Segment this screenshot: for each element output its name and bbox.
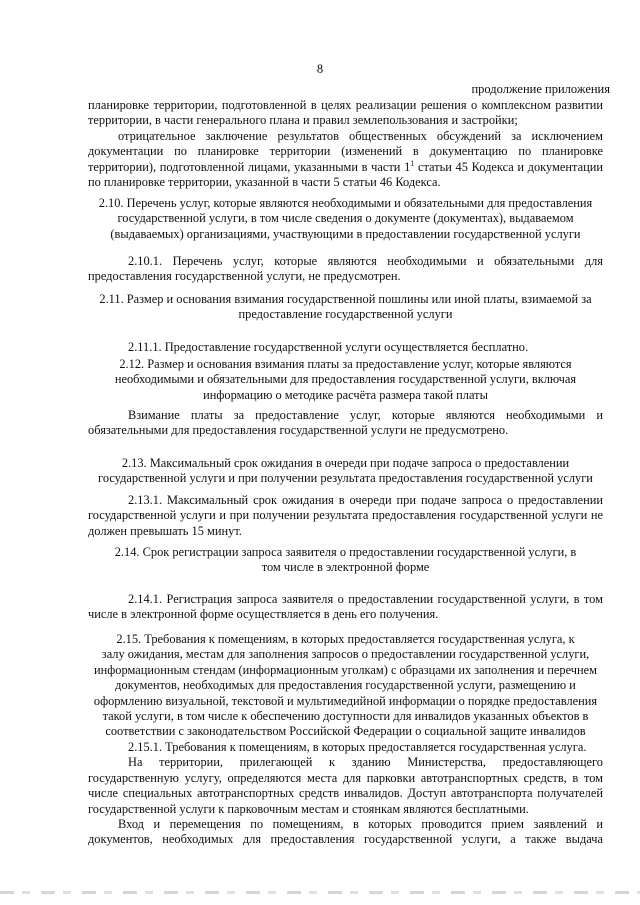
scan-artifact [0,891,640,894]
heading-line: 2.12. Размер и основания взимания платы за предоставление услуг, которые являются [119,357,572,371]
heading-line: (выдаваемых) организациями, участвующими в предоставлении государственной услуги [110,226,581,241]
section-2-15-heading [88,632,603,740]
text-line: территории, в части генерального плана и правил землепользования и застройки; [88,113,518,128]
section-2-14-1 [88,592,603,623]
text-line: Взимание платы за предоставление услуг, которые являются необходимыми и [128,408,603,422]
heading-line: соответствии с законодательством Российской Федерации о социальной защите инвалидов [105,724,586,739]
text-fragment: территории), подготовленной лицами, указанными в части 1 [88,159,411,174]
continuation-label: продолжение приложения [471,82,610,96]
heading-line: том числе в электронной форме [261,560,430,575]
text-line: 2.15.1. Требования к помещениям, в которых предоставляется государственная услуга. [128,740,587,754]
text-line: по планировке территории, указанной в части 5 статьи 46 Кодекса. [88,175,441,190]
section-2-10-1 [88,254,603,285]
paragraph-fee [88,408,603,439]
section-2-14-heading [88,545,603,576]
heading-line: предоставление государственной услуги [238,307,453,322]
text-line: государственную услугу, определяются места для парковки автотранспортных средств, в том [88,770,603,785]
text-line: государственной услуги и при получении результата предоставления государственной услуги не [88,508,603,523]
heading-line: информационным стендам (информационным уголкам) с образцами их заполнения и перечнем [94,662,597,677]
text-line: числе в электронной форме осуществляется в день его получения. [88,607,439,622]
heading-line: оформлению визуальной, текстовой и мультимедийной информации о порядке предоставления [93,693,598,708]
heading-line: информацию о методике расчёта размера такой платы [203,387,488,402]
text-line: должен превышать 15 минут. [88,523,242,538]
text-line: обязательными для предоставления государственной услуги не предусмотрено. [88,423,509,438]
section-2-13-1 [88,493,603,539]
text-line: Вход и перемещения по помещениям, в которых проводится прием заявлений и [118,817,603,832]
heading-line: такой услуги, в том числе к обеспечению доступности для инвалидов указанных объектов в [102,709,589,724]
section-2-11-heading [88,292,603,323]
section-2-10-heading [88,196,603,242]
heading-line: залу ожидания, местам для заполнения запросов о предоставлении государственной услуги, [101,647,590,662]
paragraph-top [88,98,603,190]
text-line: 2.13.1. Максимальный срок ожидания в очереди при подаче запроса о предоставлении [128,493,603,507]
text-line: предоставления государственной услуги, не предусмотрен. [88,269,401,284]
heading-line: документов, необходимых для предоставления государственной услуги, размещению и [115,678,576,693]
text-line: 2.11.1. Предоставление государственной услуги осуществляется бесплатно. [128,340,529,354]
text-line: На территории, прилегающей к зданию Министерства, предоставляющего [128,755,603,770]
text-line: документов, необходимых для предоставления государственной услуги, а также выдача [88,832,603,847]
text-line: 2.14.1. Регистрация запроса заявителя о предоставлении государственной услуги, в том [128,592,603,606]
text-line: отрицательное заключение результатов общественных обсуждений за исключением [118,128,603,143]
section-2-11-1 [88,340,603,355]
text-fragment: статьи 45 Кодекса и документации [414,159,603,174]
section-2-15-1 [88,740,603,848]
heading-line: государственной услуги, в том числе сведения о документе (документах), выдаваемом [117,211,574,226]
text-line: документации по планировке территории (изменений в документацию по планировке [88,144,603,159]
text-line [88,160,603,175]
superscript: 1 [410,158,415,168]
heading-line: 2.15. Требования к помещениям, в которых предоставляется государственная услуга, к [116,632,575,646]
section-2-12-heading [88,357,603,403]
text-line: числе специальных автотранспортных средств инвалидов. Доступ автотранспорта получателей [88,786,603,801]
text-line: 2.10.1. Перечень услуг, которые являются необходимыми и обязательными для [128,254,603,268]
heading-line: 2.11. Размер и основания взимания государственной пошлины или иной платы, взимаемой за [99,292,592,306]
heading-line: 2.14. Срок регистрации запроса заявителя о предоставлении государственной услуги, в [114,545,577,559]
text-line: государственной услуги к парковочным местам и стоянкам являются бесплатными. [88,801,529,816]
section-2-13-heading [88,456,603,487]
text-line: планировке территории, подготовленной в целях реализации решения о комплексном развитии [88,98,603,112]
heading-line: 2.10. Перечень услуг, которые являются необходимыми и обязательными для предоставления [98,196,593,210]
heading-line: 2.13. Максимальный срок ожидания в очереди при подаче запроса о предоставлении [121,456,570,470]
page-number: 8 [316,62,324,76]
heading-line: необходимыми и обязательными для предоставления государственной услуги, включая [114,372,577,387]
heading-line: государственной услуги и при получении результата предоставления государственной услуги [98,471,593,486]
